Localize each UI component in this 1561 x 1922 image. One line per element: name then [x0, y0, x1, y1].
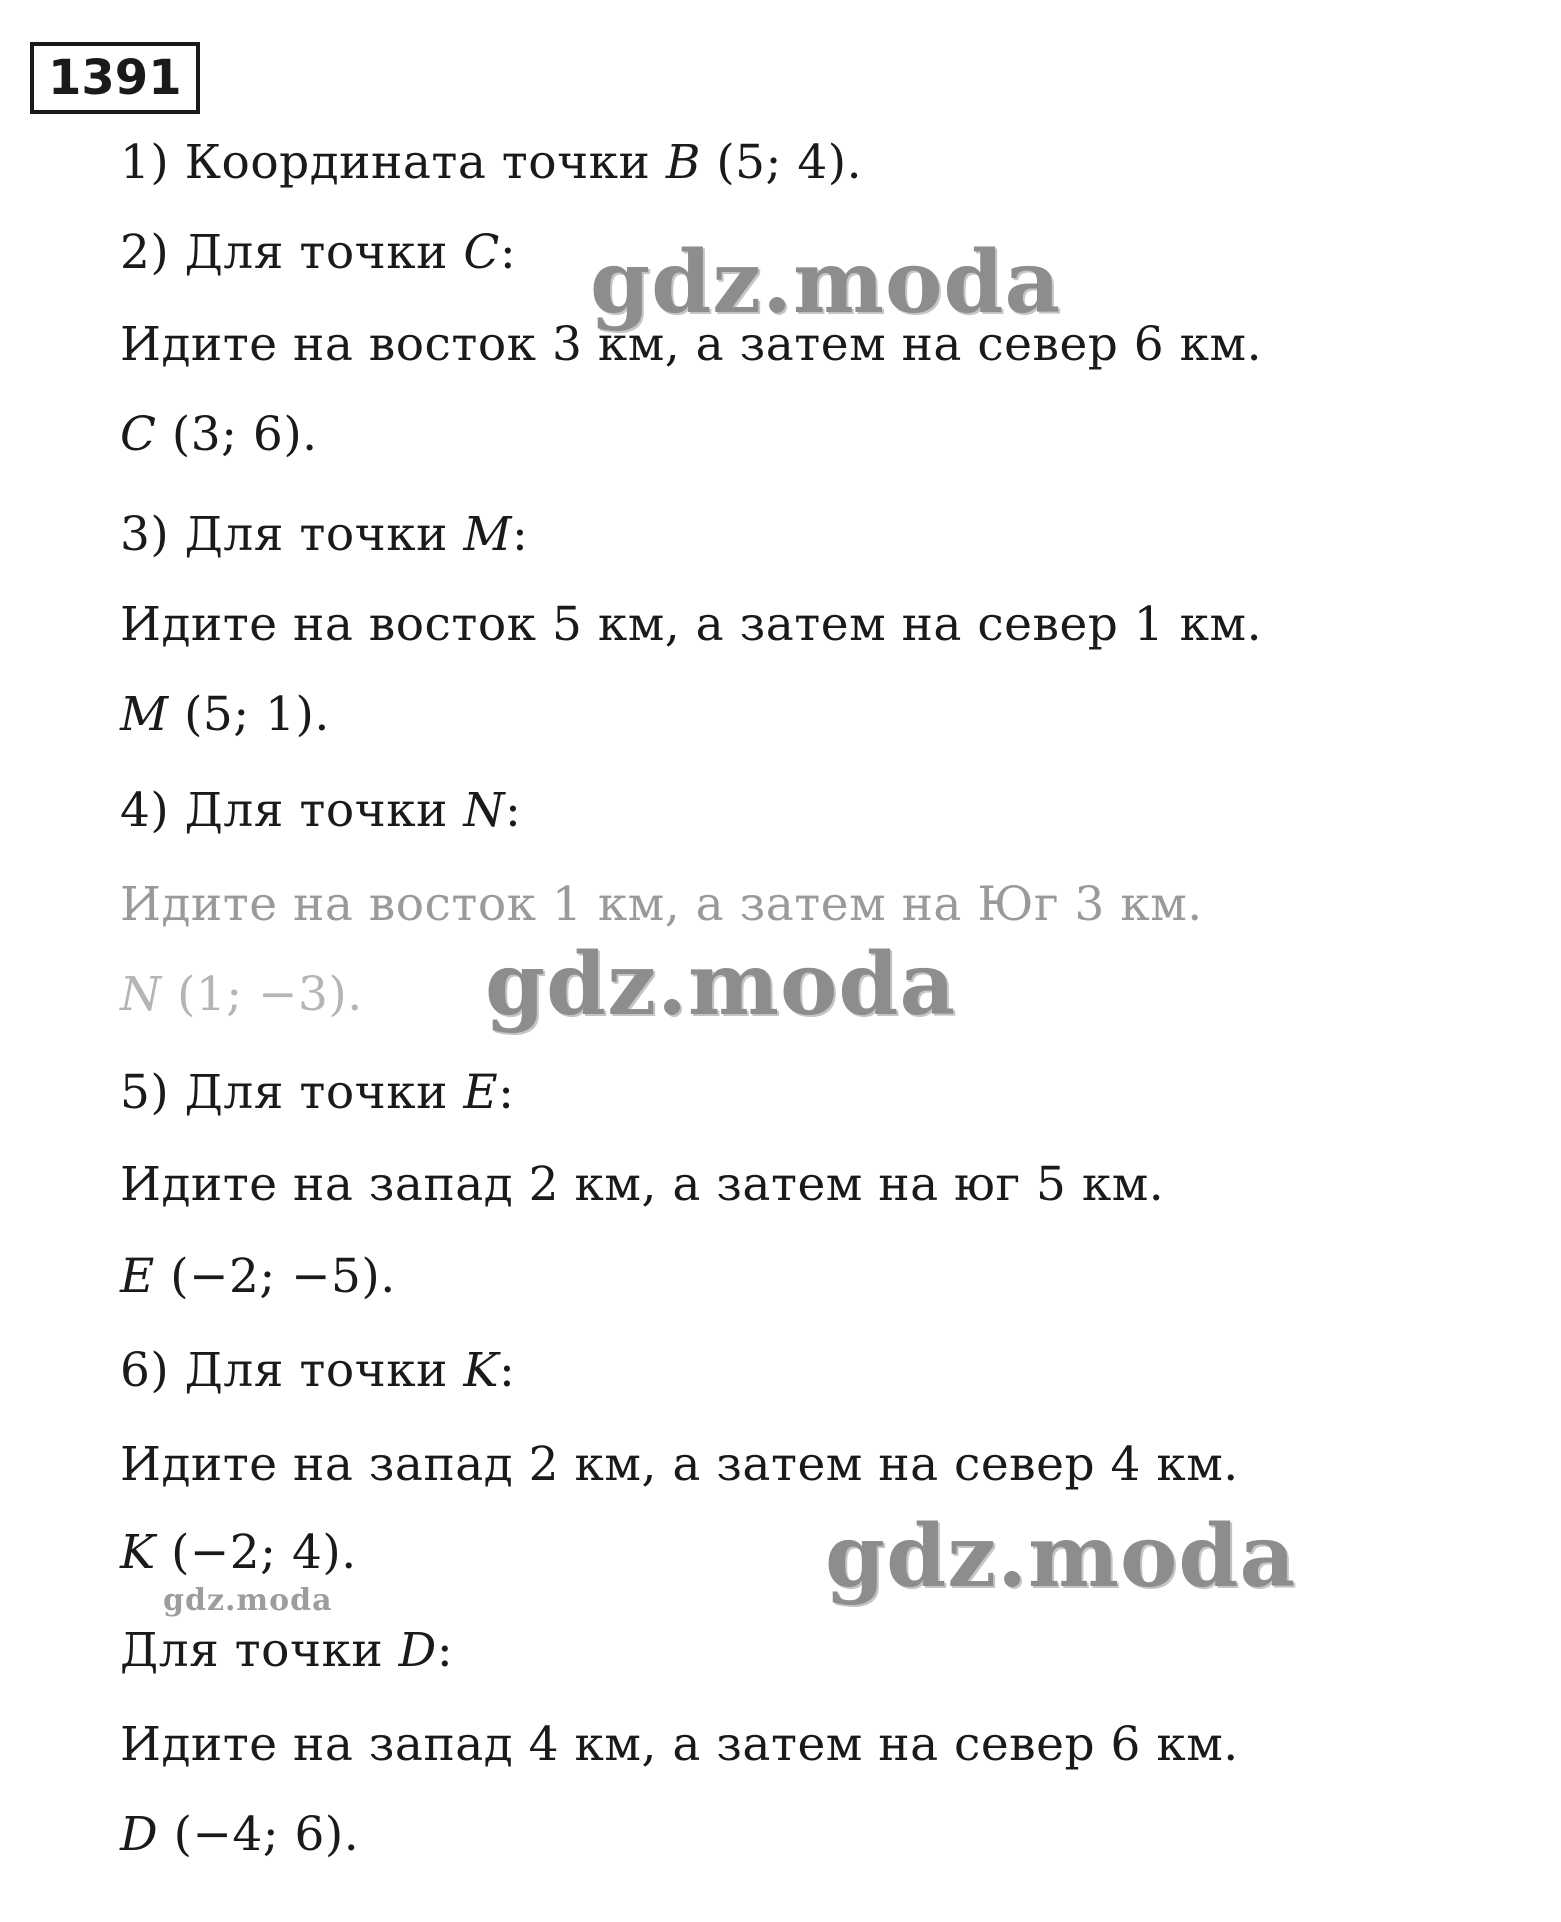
- point-m-result-label: M: [120, 687, 169, 742]
- point-c-result-label: C: [120, 407, 157, 462]
- line-2-c-heading: [120, 218, 516, 288]
- line-9-n-directions: Идите на восток 1 км, а затем на Юг 3 км.: [120, 877, 1203, 932]
- line-5-prefix: 3) Для точки: [120, 507, 464, 562]
- line-18-d-directions: Идите на запад 4 км, а затем на север 6 км.: [120, 1717, 1239, 1772]
- line-19-suffix: (−4; 6).: [158, 1807, 360, 1862]
- line-1-b-coordinate: [120, 128, 862, 198]
- line-17-prefix: Для точки: [120, 1623, 399, 1678]
- line-6-m-directions: Идите на восток 5 км, а затем на север 1 км.: [120, 597, 1263, 652]
- line-1-suffix: (5; 4).: [700, 135, 863, 190]
- problem-number: 1391: [30, 42, 200, 114]
- point-e-label: E: [463, 1065, 499, 1120]
- line-8-suffix: :: [504, 783, 522, 838]
- point-k-label: K: [463, 1343, 499, 1398]
- line-3-c-directions: Идите на восток 3 км, а затем на север 6 км.: [120, 317, 1263, 372]
- point-m-label: M: [463, 507, 512, 562]
- line-16-k-result: [120, 1518, 357, 1588]
- line-11-suffix: :: [498, 1065, 515, 1120]
- line-13-suffix: (−2; −5).: [154, 1249, 396, 1304]
- point-d-result-label: D: [120, 1807, 159, 1862]
- line-4-c-result: [120, 400, 318, 470]
- line-8-prefix: 4) Для точки: [120, 783, 464, 838]
- point-k-result-label: K: [120, 1525, 156, 1580]
- line-4-suffix: (3; 6).: [156, 407, 318, 462]
- line-15-k-directions: Идите на запад 2 км, а затем на север 4 км.: [120, 1437, 1239, 1492]
- point-e-result-label: E: [120, 1249, 155, 1304]
- watermark-4: gdz.moda: [163, 1583, 333, 1618]
- line-8-n-heading: [120, 776, 521, 846]
- line-5-m-heading: [120, 500, 528, 570]
- line-17-d-heading: [120, 1616, 453, 1686]
- line-7-m-result: [120, 680, 330, 750]
- point-c-label: C: [463, 225, 500, 280]
- watermark-1: gdz.moda: [590, 232, 1062, 333]
- line-14-suffix: :: [498, 1343, 516, 1398]
- point-b-label: B: [665, 135, 701, 190]
- line-14-k-heading: [120, 1336, 515, 1406]
- line-2-prefix: 2) Для точки: [120, 225, 464, 280]
- line-1-prefix: 1) Координата точки: [120, 135, 666, 190]
- line-5-suffix: :: [511, 507, 529, 562]
- watermark-2: gdz.moda: [485, 934, 957, 1035]
- line-11-e-heading: [120, 1058, 515, 1128]
- point-n-result-label: N: [120, 967, 162, 1022]
- line-2-suffix: :: [499, 225, 517, 280]
- line-13-e-result: [120, 1242, 396, 1312]
- line-12-e-directions: Идите на запад 2 км, а затем на юг 5 км.: [120, 1157, 1165, 1212]
- watermark-3: gdz.moda: [825, 1506, 1297, 1607]
- point-d-label: D: [398, 1623, 437, 1678]
- point-n-label: N: [463, 783, 505, 838]
- line-14-prefix: 6) Для точки: [120, 1343, 464, 1398]
- line-19-d-result: [120, 1800, 359, 1870]
- line-16-suffix: (−2; 4).: [155, 1525, 357, 1580]
- line-10-suffix: (1; −3).: [161, 967, 363, 1022]
- line-10-n-result: [120, 960, 363, 1030]
- line-11-prefix: 5) Для точки: [120, 1065, 464, 1120]
- line-7-suffix: (5; 1).: [168, 687, 330, 742]
- line-17-suffix: :: [436, 1623, 454, 1678]
